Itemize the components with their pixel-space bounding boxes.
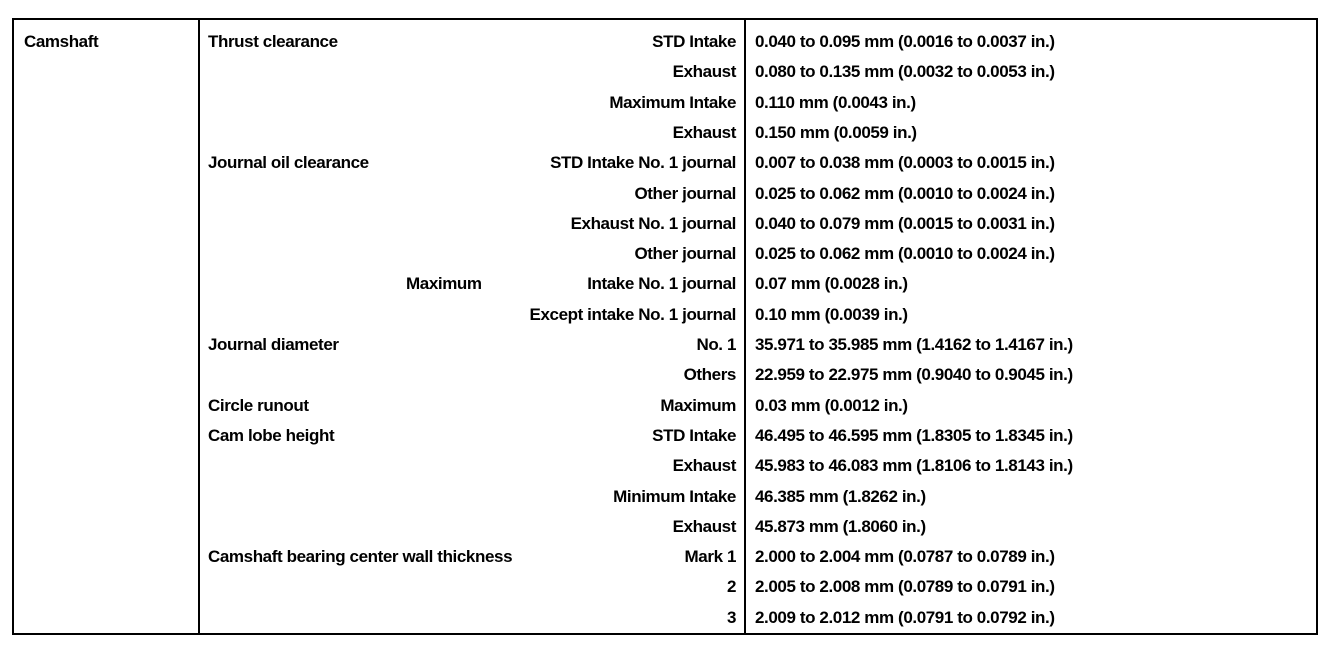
spec-condition: Minimum Intake	[613, 487, 736, 506]
spec-value: 0.040 to 0.095 mm (0.0016 to 0.0037 in.)	[755, 32, 1055, 51]
section-label: Camshaft	[24, 32, 99, 51]
spec-condition: Intake No. 1 journal	[587, 274, 736, 293]
spec-value: 22.959 to 22.975 mm (0.9040 to 0.9045 in.)	[755, 365, 1073, 384]
spec-value: 0.025 to 0.062 mm (0.0010 to 0.0024 in.)	[755, 184, 1055, 203]
spec-condition: Except intake No. 1 journal	[529, 305, 736, 324]
spec-value: 46.385 mm (1.8262 in.)	[755, 487, 926, 506]
spec-condition-group: Maximum	[406, 274, 482, 293]
spec-value: 0.07 mm (0.0028 in.)	[755, 274, 908, 293]
spec-condition: 2	[726, 577, 736, 596]
spec-condition: Exhaust No. 1 journal	[570, 214, 736, 233]
spec-condition: Others	[683, 365, 736, 384]
spec-condition: STD Intake	[652, 32, 736, 51]
spec-condition: 3	[726, 608, 736, 627]
spec-condition: Exhaust	[672, 456, 736, 475]
spec-condition: Other journal	[634, 244, 736, 263]
column-divider	[744, 20, 746, 633]
spec-value: 35.971 to 35.985 mm (1.4162 to 1.4167 in.)	[755, 335, 1073, 354]
spec-item-label: Thrust clearance	[208, 32, 338, 51]
spec-value: 0.025 to 0.062 mm (0.0010 to 0.0024 in.)	[755, 244, 1055, 263]
spec-condition: STD Intake No. 1 journal	[550, 153, 736, 172]
spec-value: 2.005 to 2.008 mm (0.0789 to 0.0791 in.)	[755, 577, 1055, 596]
column-divider	[198, 20, 200, 633]
spec-value: 0.150 mm (0.0059 in.)	[755, 123, 917, 142]
spec-value: 2.009 to 2.012 mm (0.0791 to 0.0792 in.)	[755, 608, 1055, 627]
spec-value: 2.000 to 2.004 mm (0.0787 to 0.0789 in.)	[755, 547, 1055, 566]
spec-condition: STD Intake	[652, 426, 736, 445]
spec-table	[12, 18, 1318, 635]
spec-condition: Other journal	[634, 184, 736, 203]
spec-value: 0.03 mm (0.0012 in.)	[755, 396, 908, 415]
spec-condition: Maximum	[660, 396, 736, 415]
spec-condition: No. 1	[696, 335, 736, 354]
spec-item-label: Journal diameter	[208, 335, 339, 354]
spec-condition: Exhaust	[672, 123, 736, 142]
spec-value: 45.983 to 46.083 mm (1.8106 to 1.8143 in.)	[755, 456, 1073, 475]
spec-item-label: Journal oil clearance	[208, 153, 369, 172]
spec-condition: Mark 1	[684, 547, 736, 566]
spec-value: 45.873 mm (1.8060 in.)	[755, 517, 926, 536]
spec-condition: Exhaust	[672, 517, 736, 536]
spec-value: 0.110 mm (0.0043 in.)	[755, 93, 916, 112]
spec-item-label: Camshaft bearing center wall thickness	[208, 547, 513, 566]
spec-value: 0.080 to 0.135 mm (0.0032 to 0.0053 in.)	[755, 62, 1055, 81]
spec-value: 46.495 to 46.595 mm (1.8305 to 1.8345 in.)	[755, 426, 1073, 445]
spec-value: 0.007 to 0.038 mm (0.0003 to 0.0015 in.)	[755, 153, 1055, 172]
spec-condition: Exhaust	[672, 62, 736, 81]
spec-value: 0.040 to 0.079 mm (0.0015 to 0.0031 in.)	[755, 214, 1055, 233]
spec-item-label: Circle runout	[208, 396, 309, 415]
spec-condition: Maximum Intake	[609, 93, 736, 112]
spec-item-label: Cam lobe height	[208, 426, 335, 445]
spec-value: 0.10 mm (0.0039 in.)	[755, 305, 908, 324]
